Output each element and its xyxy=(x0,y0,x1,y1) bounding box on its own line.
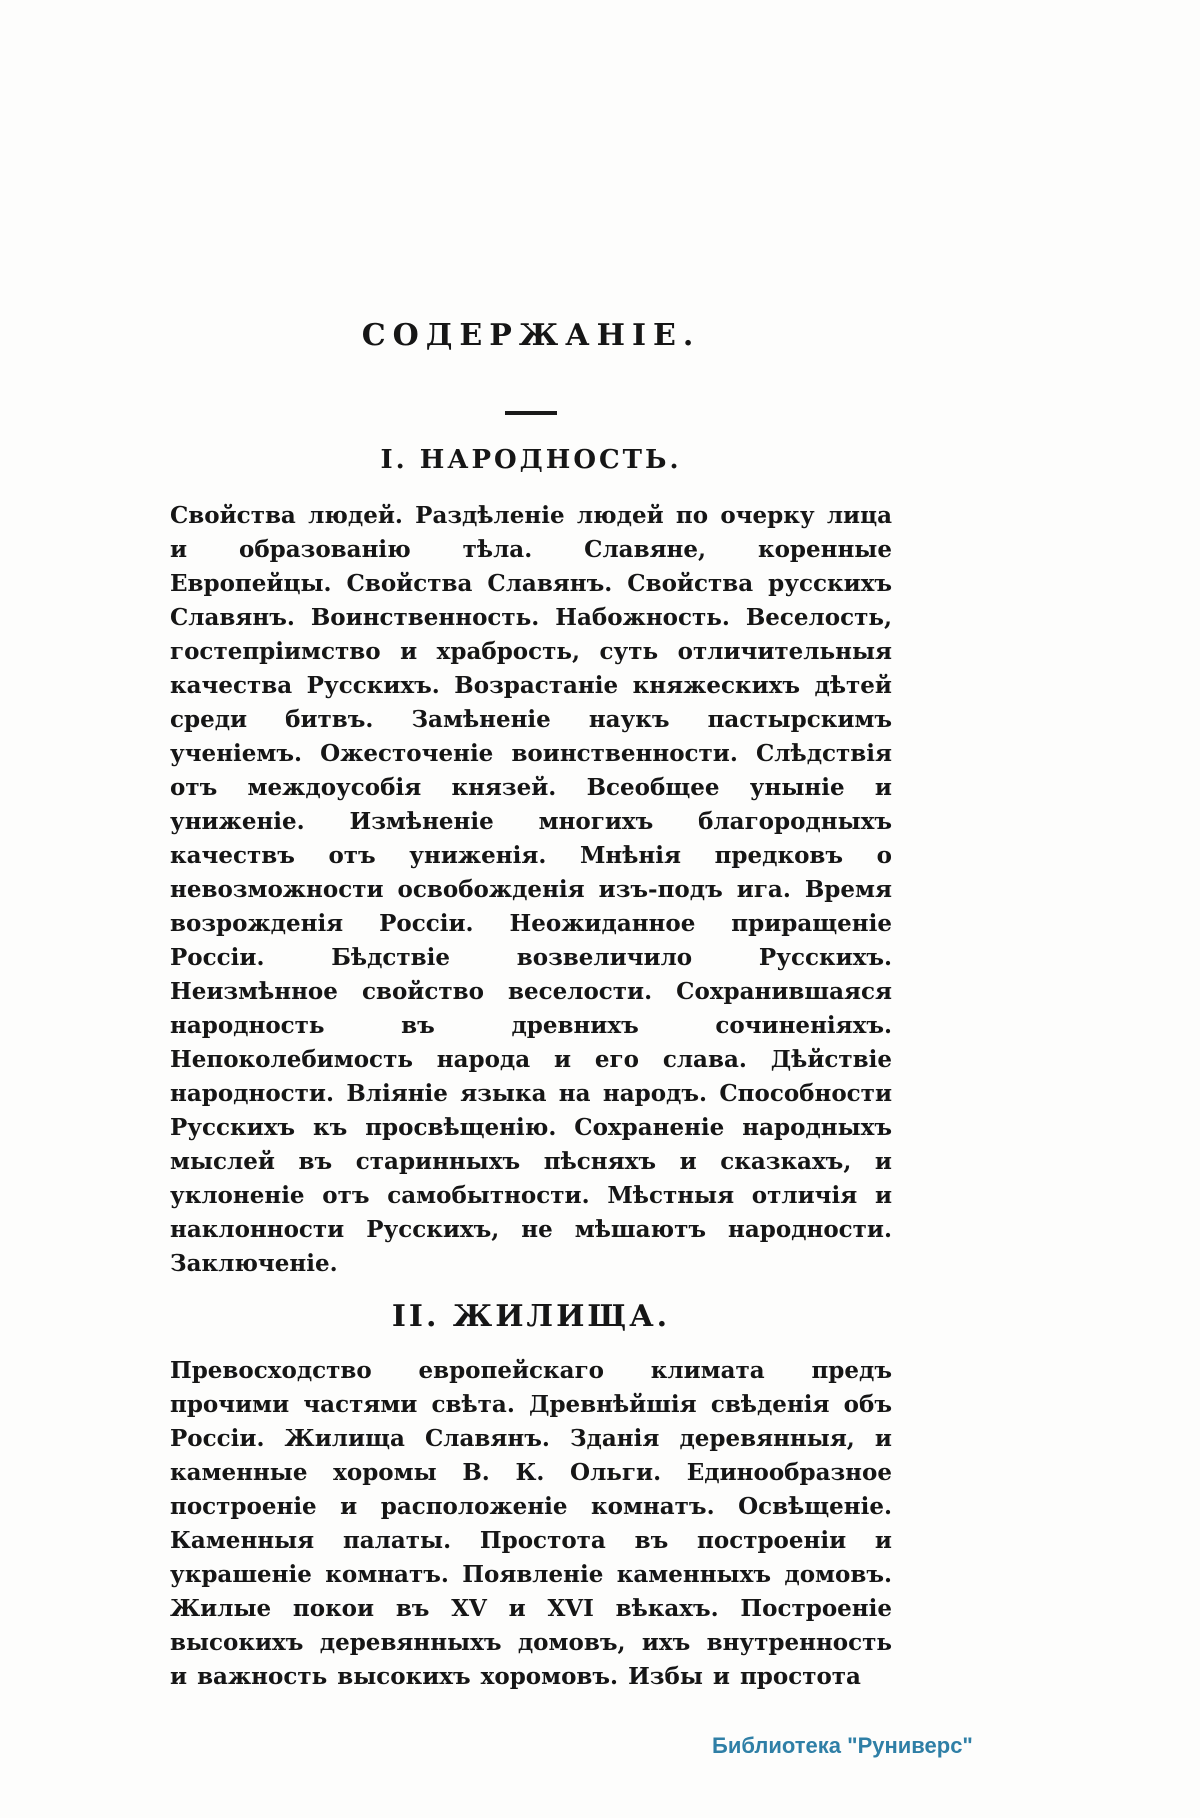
section-body-narodnost: Свойства людей. Раздѣленіе людей по очерку лица и образованію тѣла. Славяне, коренные Европейцы. Свойства Славянъ. Свойства русскихъ Славянъ. Воинственность. Набожность. Веселость, гостепріимство и храбрость, суть отличительныя качества Русскихъ. Возрастаніе княжескихъ дѣтей среди битвъ. Замѣненіе наукъ пастырскимъ ученіемъ. Ожесточеніе воинственности. Слѣдствія отъ междоусобія князей. Всеобщее уныніе и униженіе. Измѣненіе многихъ благородныхъ качествъ отъ униженія. Мнѣнія предковъ о невозможности освобожденія изъ-подъ ига. Время возрожденія Россіи. Неожиданное приращеніе Россіи. Бѣдствіе возвеличило Русскихъ. Неизмѣнное свойство веселости. Сохранившаяся народность въ древнихъ сочиненіяхъ. Непоколебимость народа и его слава. Дѣйствіе народности. Вліяніе языка на народъ. Способности Русскихъ къ просвѣщенію. Сохраненіе народныхъ мыслей въ старинныхъ пѣсняхъ и сказкахъ, и уклоненіе отъ самобытности. Мѣстныя отличія и наклонности Русскихъ, не мѣшаютъ народности. Заключеніе. xyxy=(170,502,892,1277)
section-heading-zhilishcha: II. ЖИЛИЩА. xyxy=(391,1299,671,1334)
section-body-zhilishcha: Превосходство европейскаго климата предъ прочими частями свѣта. Древнѣйшія свѣденія объ Россіи. Жилища Славянъ. Зданія деревянныя, и каменные хоромы В. К. Ольги. Единообразное построеніе и расположеніе комнатъ. Освѣщеніе. Каменныя палаты. Простота въ построеніи и украшеніе комнатъ. Появленіе каменныхъ домовъ. Жилые покои въ XV и XVI вѣкахъ. Построеніе высокихъ деревянныхъ домовъ, ихъ внутренность и важность высокихъ хоромовъ. Избы и простота xyxy=(170,1357,892,1690)
library-watermark: Библиотека "Руниверс" xyxy=(712,1733,973,1758)
section-heading-narodnost: I. НАРОДНОСТЬ. xyxy=(380,445,682,475)
page-title: СОДЕРЖАНІЕ. xyxy=(361,318,701,353)
page-content xyxy=(170,318,892,1712)
title-divider xyxy=(505,411,557,415)
